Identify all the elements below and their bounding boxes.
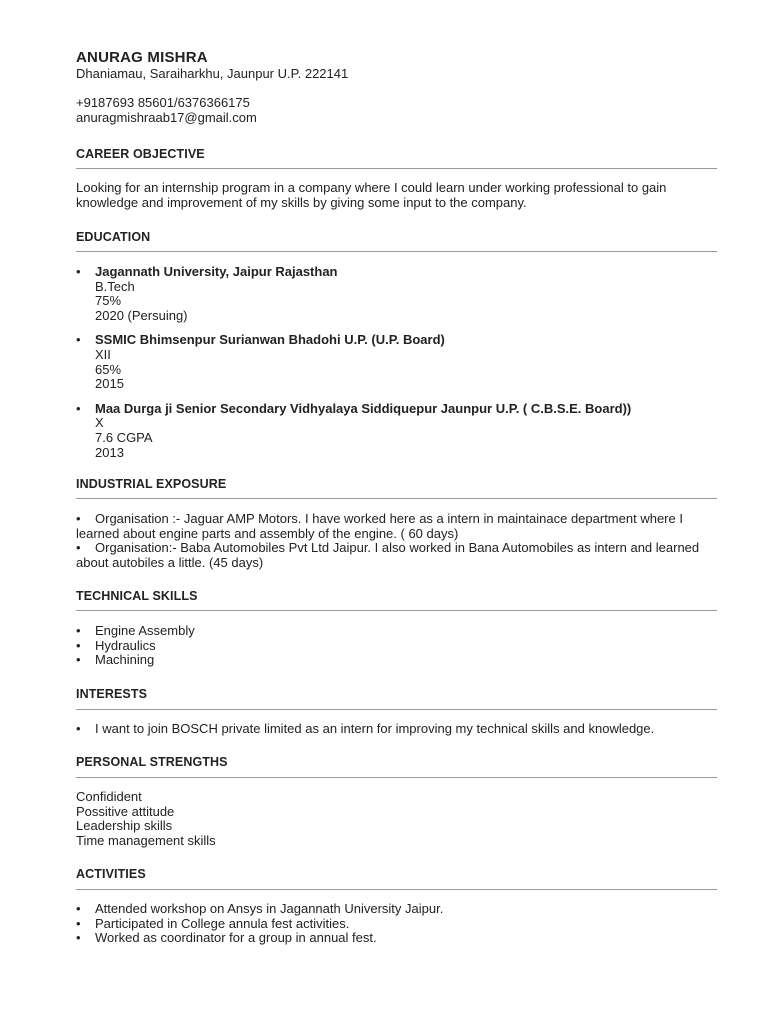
industrial-exposure-item (76, 512, 717, 541)
list-item: • Participated in College annula fest activities. (76, 917, 717, 932)
section-divider (76, 777, 717, 778)
education-year: 2020 (Persuing) (95, 307, 188, 323)
list-item: Possitive attitude (76, 803, 175, 819)
industrial-exposure-text: Organisation:- Baba Automobiles Pvt Ltd Jaipur. I also worked in Bana Automobiles as intern and learned about autobiles a little. (45 days) (76, 540, 700, 570)
bullet-icon (76, 540, 95, 555)
education-year: 2015 (95, 376, 124, 392)
technical-skills-list (76, 624, 717, 668)
education-item (76, 402, 717, 460)
list-item: • Hydraulics (76, 639, 717, 654)
section-divider (76, 251, 717, 252)
list-item: • Attended workshop on Ansys in Jagannath University Jaipur. (76, 902, 717, 917)
contact-info (76, 96, 717, 125)
list-item: • Worked as coordinator for a group in annual fest. (76, 931, 717, 946)
education-institution: • Maa Durga ji Senior Secondary Vidhyalaya Siddiquepur Jaunpur U.P. ( C.B.S.E. Board)) (95, 400, 632, 416)
industrial-exposure-item (76, 541, 717, 570)
career-objective-text: Looking for an internship program in a company where I could learn under working professional to gain knowledge and improvement of my skills by giving some input to the company. (76, 180, 667, 210)
section-divider (76, 709, 717, 710)
education-course: B.Tech (95, 278, 135, 294)
education-course: X (95, 415, 104, 431)
candidate-address: Dhaniamau, Saraiharkhu, Jaunpur U.P. 222141 (76, 66, 349, 81)
candidate-name: ANURAG MISHRA (76, 49, 208, 66)
education-score: 75% (95, 293, 122, 309)
education-list (76, 265, 717, 470)
interests-list (76, 722, 717, 737)
section-heading-career-objective: CAREER OBJECTIVE (76, 147, 205, 161)
list-item: Leadership skills (76, 818, 173, 834)
industrial-exposure-list (76, 512, 717, 570)
education-institution: • SSMIC Bhimsenpur Surianwan Bhadohi U.P. (U.P. Board) (95, 332, 445, 348)
education-score: 65% (95, 361, 122, 377)
candidate-email: anuragmishraab17@gmail.com (76, 109, 257, 125)
education-institution: • Jagannath University, Jaipur Rajasthan (95, 264, 338, 279)
section-divider (76, 498, 717, 499)
section-heading-activities: ACTIVITIES (76, 867, 146, 881)
section-heading-personal-strengths: PERSONAL STRENGTHS (76, 755, 228, 769)
section-divider (76, 168, 717, 169)
section-heading-education: EDUCATION (76, 230, 151, 244)
list-item: Time management skills (76, 832, 216, 848)
list-item: • Machining (76, 653, 717, 668)
list-item: Confidident (76, 789, 142, 804)
list-item: • Engine Assembly (76, 624, 717, 639)
industrial-exposure-text: Organisation :- Jaguar AMP Motors. I have worked here as a intern in maintainace department where I learned about engine parts and assembly of the engine. ( 60 days) (76, 511, 683, 541)
education-year: 2013 (95, 444, 124, 460)
education-item (76, 333, 717, 391)
section-divider (76, 610, 717, 611)
education-course: XII (95, 346, 111, 362)
education-item (76, 265, 717, 323)
candidate-phone: +9187693 85601/6376366175 (76, 95, 250, 110)
list-item: • I want to join BOSCH private limited as an intern for improving my technical skills and knowledge. (76, 722, 717, 737)
education-score: 7.6 CGPA (95, 429, 153, 445)
section-heading-industrial-exposure: INDUSTRIAL EXPOSURE (76, 477, 227, 491)
personal-strengths-list (76, 790, 717, 848)
section-heading-interests: INTERESTS (76, 687, 148, 701)
resume-header (76, 50, 717, 82)
section-heading-technical-skills: TECHNICAL SKILLS (76, 589, 198, 603)
section-divider (76, 889, 717, 890)
activities-list (76, 902, 717, 946)
bullet-icon (76, 511, 95, 526)
